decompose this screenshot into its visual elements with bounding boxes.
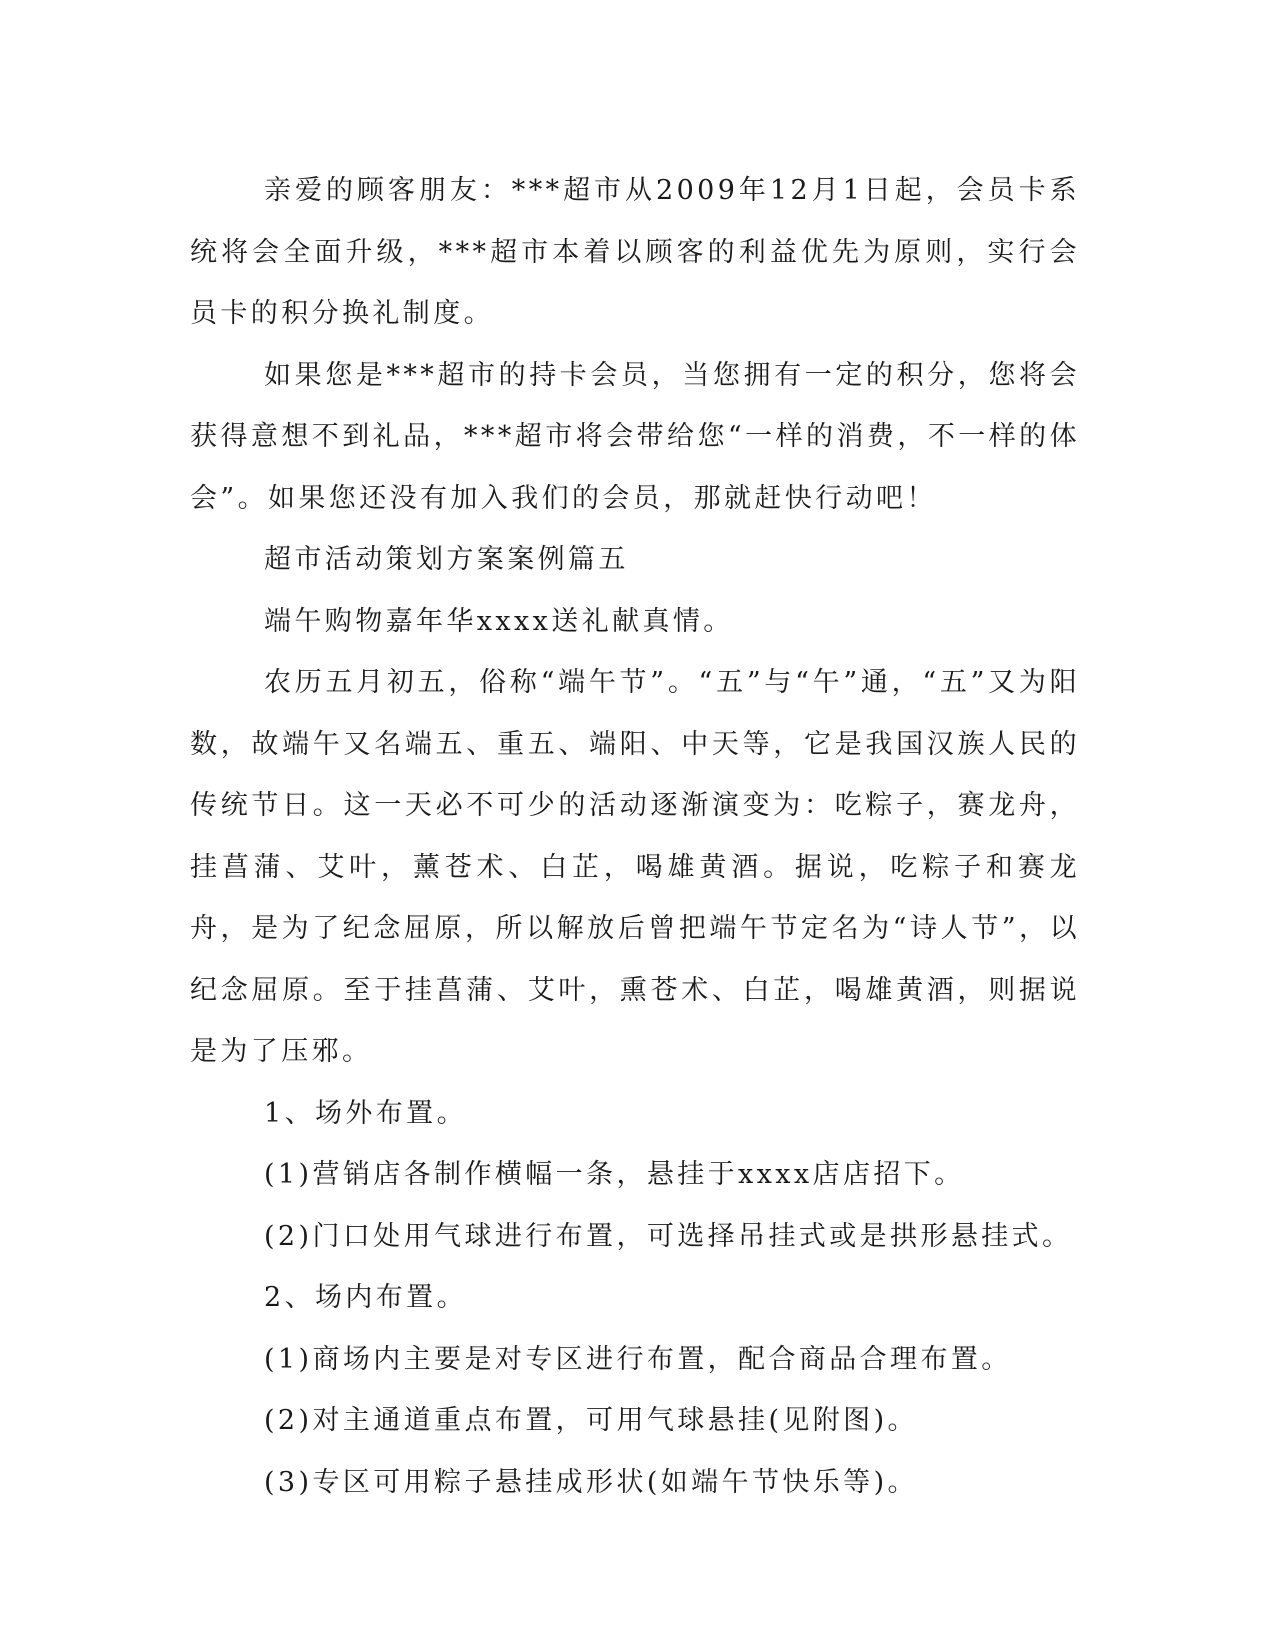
list-item-zongzi-display: (3)专区可用粽子悬挂成形状(如端午节快乐等)。 (264, 1466, 918, 1498)
paragraph-dragon-boat-festival: 农历五月初五，俗称“端午节”。“五”与“午”通，“五”又为阳数，故端午又名端五、重五、端阳、中天等，它是我国汉族人民的传统节日。这一天必不可少的活动逐渐演变为：吃粽子，赛龙舟，挂菖蒲、艾叶，薰苍术、白芷，喝雄黄酒。据说，吃粽子和赛龙舟，是为了纪念屈原，所以解放后曾把端午节定名为“诗人节”，以纪念屈原。至于挂菖蒲、艾叶，熏苍术、白芷，喝雄黄酒，则据说是为了压邪。 (190, 667, 1080, 1067)
paragraph-member-card-upgrade: 亲爱的顾客朋友：***超市从2009年12月1日起，会员卡系统将会全面升级，***超市本着以顾客的利益优先为原则，实行会员卡的积分换礼制度。 (190, 175, 1080, 329)
list-item-balloons-entrance: (2)门口处用气球进行布置，可选择吊挂式或是拱形悬挂式。 (264, 1220, 1073, 1252)
list-item-indoor-layout: 2、场内布置。 (264, 1282, 467, 1313)
document-body (190, 160, 1080, 1513)
list-item-banner: (1)营销店各制作横幅一条，悬挂于xxxx店店招下。 (264, 1159, 965, 1190)
list-item-main-aisle: (2)对主通道重点布置，可用气球悬挂(见附图)。 (264, 1405, 918, 1436)
paragraph-event-theme: 端午购物嘉年华xxxx送礼献真情。 (264, 605, 734, 637)
section-heading: 超市活动策划方案案例篇五 (264, 544, 629, 575)
list-item-outdoor-layout: 1、场外布置。 (264, 1097, 467, 1129)
paragraph-member-gift: 如果您是***超市的持卡会员，当您拥有一定的积分，您将会获得意想不到礼品，***超市将会带给您“一样的消费，不一样的体会”。如果您还没有加入我们的会员，那就赶快行动吧！ (190, 359, 1080, 514)
list-item-special-zone: (1)商场内主要是对专区进行布置，配合商品合理布置。 (264, 1343, 1012, 1375)
